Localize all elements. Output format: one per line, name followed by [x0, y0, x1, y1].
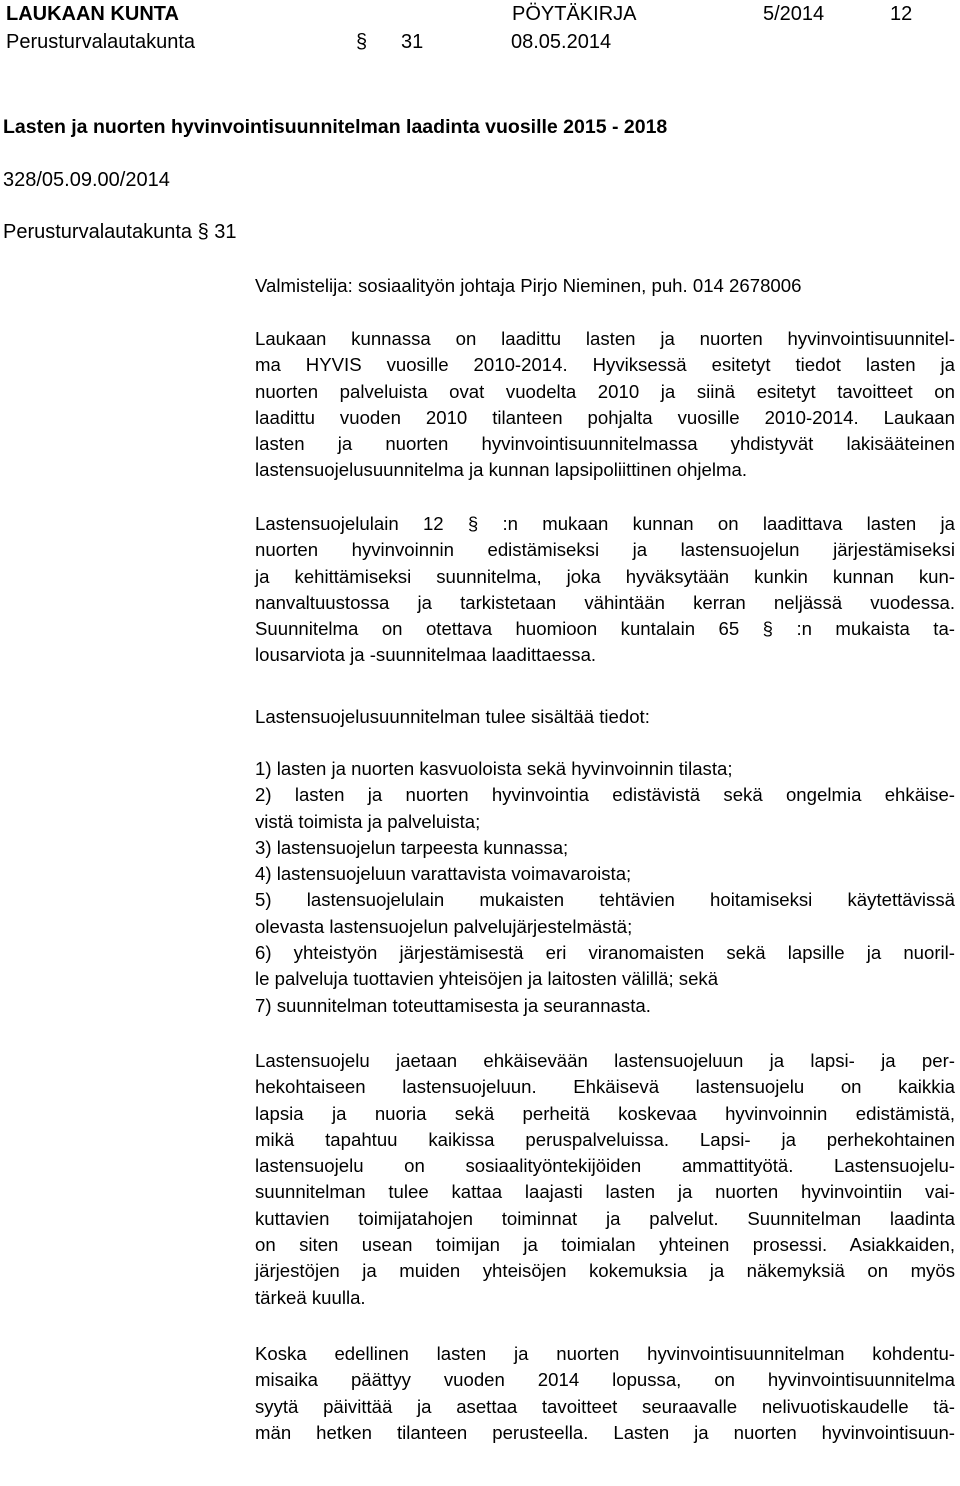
text-line: nanvaltuustossa ja tarkistetaan vähintään kerran neljässä vuodessa.	[255, 591, 955, 613]
board-reference-symbol: §	[197, 221, 209, 243]
section-number: 31	[401, 31, 424, 53]
text-line: Lastensuojelu jaetaan ehkäisevään lastensuojeluun ja lapsi- ja per-	[255, 1050, 955, 1071]
text-line: nuorten palveluista ovat vuodelta 2010 ja siinä esitetyt tavoitteet on	[255, 380, 955, 402]
list-item: 1) lasten ja nuorten kasvuoloista sekä hyvinvoinnin tilasta;	[255, 758, 733, 779]
paragraph-intro	[255, 326, 955, 484]
list-item: vistä toimista ja palveluista;	[255, 810, 481, 832]
text-line: män hetken tilanteen perusteella. Lasten ja nuorten hyvinvointisuun-	[255, 1421, 955, 1443]
text-line: on siten usean toimijan ja toimialan yhteinen prosessi. Asiakkaiden,	[255, 1234, 955, 1256]
list-item: 2) lasten ja nuorten hyvinvointia edistävistä sekä ongelmia ehkäise-	[255, 784, 955, 806]
board-reference	[3, 218, 237, 246]
page-title: Lasten ja nuorten hyvinvointisuunnitelman laadinta vuosille 2015 - 2018	[3, 116, 668, 138]
record-id: 328/05.09.00/2014	[3, 169, 170, 191]
document-type: PÖYTÄKIRJA	[512, 3, 637, 25]
page-number: 12	[890, 3, 913, 25]
text-line: misaika päättyy vuoden 2014 lopussa, on hyvinvointisuunnitelma	[255, 1369, 955, 1391]
list-item: 6) yhteistyön järjestämisestä eri viranomaisten sekä lapsille ja nuoril-	[255, 942, 955, 964]
board-reference-number: 31	[214, 221, 237, 243]
text-line: mikä tapahtuu kaikissa peruspalveluissa. Lapsi- ja perhekohtainen	[255, 1128, 955, 1150]
text-line: kuttavien toimijatahojen toiminnat ja palvelut. Suunnitelman laadinta	[255, 1207, 955, 1229]
municipality-name: LAUKAAN KUNTA	[6, 3, 179, 25]
text-line: laadittu vuoden 2010 tilanteen pohjalta vuosille 2010-2014. Laukaan	[255, 406, 955, 428]
text-line: lastensuojelu on sosiaalityöntekijöiden ammattityötä. Lastensuojelu-	[255, 1155, 955, 1177]
text-line: Laukaan kunnassa on laadittu lasten ja nuorten hyvinvointisuunnitel-	[255, 328, 955, 349]
text-line: Koska edellinen lasten ja nuorten hyvinvointisuunnitelman kohdentu-	[255, 1343, 955, 1364]
text-line: lapsia ja nuoria sekä perheitä koskevaa hyvinvoinnin edistämistä,	[255, 1102, 955, 1124]
list-item: 5) lastensuojelulain mukaisten tehtävien hoitamiseksi käytettävissä	[255, 889, 955, 911]
text-line: ja kehittämiseksi suunnitelma, joka hyväksytään kunkin kunnan kun-	[255, 565, 955, 587]
document-number: 5/2014	[763, 3, 825, 25]
paragraph-law	[255, 511, 955, 669]
text-line: lastensuojelusuunnitelma ja kunnan lapsipoliittinen ohjelma.	[255, 459, 748, 481]
paragraph-child-welfare	[255, 1048, 955, 1311]
paragraph-update	[255, 1341, 955, 1446]
list-item: olevasta lastensuojelun palvelujärjestelmästä;	[255, 915, 633, 937]
text-line: ma HYVIS vuosille 2010-2014. Hyviksessä esitetyt tiedot lasten ja	[255, 354, 955, 376]
text-line: tärkeä kuulla.	[255, 1286, 366, 1308]
text-line: lasten ja nuorten hyvinvointisuunnitelmassa yhdistyvät lakisääteinen	[255, 433, 955, 455]
text-line: suunnitelman tulee kattaa laajasti lasten ja nuorten hyvinvointiin vai-	[255, 1181, 955, 1203]
board-name: Perusturvalautakunta	[6, 31, 196, 53]
text-line: hekohtaiseen lastensuojeluun. Ehkäisevä lastensuojelu on kaikkia	[255, 1076, 955, 1098]
section-symbol: §	[356, 31, 368, 53]
text-line: Lastensuojelusuunnitelman tulee sisältää tiedot:	[255, 706, 650, 727]
paragraph-contents-intro	[255, 704, 955, 730]
text-line: Suunnitelma on otettava huomioon kuntalain 65 § :n mukaista ta-	[255, 618, 955, 640]
text-line: syytä päivittää ja asettaa tavoitteet seuraavalle nelivuotiskaudelle tä-	[255, 1395, 955, 1417]
meeting-date: 08.05.2014	[511, 31, 612, 53]
text-line: Lastensuojelulain 12 § :n mukaan kunnan on laadittava lasten ja	[255, 513, 955, 534]
list-item: 4) lastensuojeluun varattavista voimavaroista;	[255, 863, 632, 885]
contents-list	[255, 756, 955, 1019]
list-item: 3) lastensuojelun tarpeesta kunnassa;	[255, 836, 569, 858]
text-line: järjestöjen ja muiden yhteisöjen kokemuksia ja näkemyksiä on myös	[255, 1260, 955, 1282]
list-item: 7) suunnitelman toteuttamisesta ja seurannasta.	[255, 994, 651, 1016]
board-reference-name: Perusturvalautakunta	[3, 221, 193, 243]
text-line: nuorten hyvinvoinnin edistämiseksi ja lastensuojelun järjestämiseksi	[255, 539, 955, 561]
list-item: le palveluja tuottavien yhteisöjen ja laitosten välillä; sekä	[255, 968, 719, 990]
text-line: lousarviota ja -suunnitelmaa laadittaessa.	[255, 644, 597, 666]
preparer-line: Valmistelija: sosiaalityön johtaja Pirjo Nieminen, puh. 014 2678006	[255, 275, 802, 296]
